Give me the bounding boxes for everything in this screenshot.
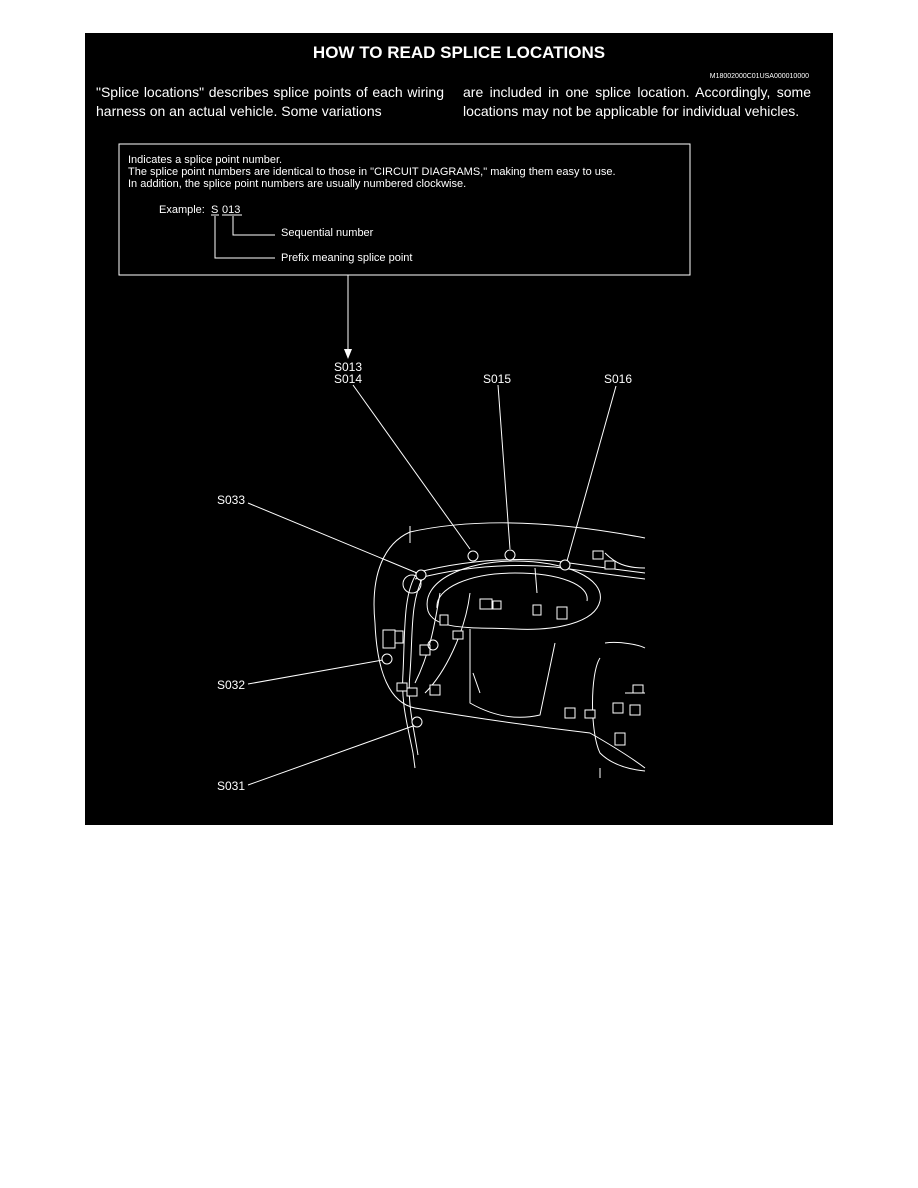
splice-location-diagram (85, 33, 833, 825)
dashboard-drawing (374, 523, 645, 778)
intro-text-right: are included in one splice location. Accordingly, some locations may not be applicable for individual vehicles. (463, 84, 811, 119)
sequential-number-label: Sequential number (281, 227, 374, 239)
splice-label-s033: S033 (217, 493, 246, 507)
splice-point-s013-s014 (468, 551, 478, 561)
example-number: 013 (222, 204, 241, 216)
splice-label-s014: S014 (334, 372, 363, 386)
callout-line-1: Indicates a splice point number. (128, 154, 283, 166)
sequential-leader (233, 216, 275, 235)
splice-point-s032 (382, 654, 392, 664)
splice-point-s016 (560, 560, 570, 570)
prefix-label: Prefix meaning splice point (281, 252, 413, 264)
splice-label-s032: S032 (217, 678, 246, 692)
splice-label-s031: S031 (217, 779, 246, 793)
splice-point-s031 (412, 717, 422, 727)
callout-line-3: In addition, the splice point numbers are usually numbered clockwise. (128, 178, 467, 190)
grommets (403, 575, 438, 650)
splice-label-s015: S015 (483, 372, 512, 386)
splice-points (382, 550, 570, 727)
splice-label-s016: S016 (604, 372, 633, 386)
splice-label-s013: S013 (334, 360, 363, 374)
example-label: Example: (159, 204, 205, 216)
intro-text-left: "Splice locations" describes splice points of each wiring harness on an actual vehicle. Some variations (96, 84, 444, 119)
page-title: HOW TO READ SPLICE LOCATIONS (312, 43, 606, 62)
example-prefix: S (211, 204, 219, 216)
figure-panel (85, 33, 833, 825)
callout-line-2: The splice point numbers are identical to those in "CIRCUIT DIAGRAMS," making them easy to use. (128, 166, 616, 178)
splice-point-s015 (505, 550, 515, 560)
splice-leader-lines (248, 385, 616, 785)
prefix-leader (215, 216, 275, 258)
splice-point-s033 (416, 570, 426, 580)
document-id: M18002000C01USA000010000 (709, 73, 809, 80)
